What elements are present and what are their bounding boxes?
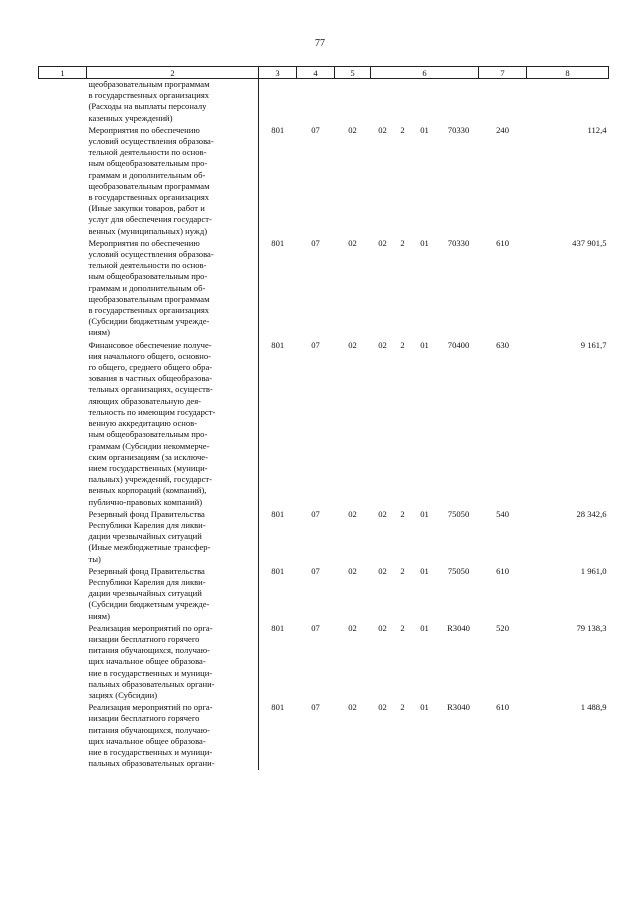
cell-subsection: 02: [348, 124, 357, 135]
cell-target-direction: 75050: [447, 508, 470, 519]
cell-subsection: 02: [348, 622, 357, 633]
cell-target-program: 02: [378, 565, 387, 576]
cell-expense-type: 520: [496, 622, 509, 633]
cell-target-activity: 01: [420, 237, 429, 248]
cell-expense-type: 240: [496, 124, 509, 135]
header-col-7: 7: [479, 67, 527, 79]
table-row: [39, 702, 609, 770]
table-row: [39, 125, 609, 238]
cell-target-program: 02: [378, 702, 387, 713]
cell-col-1: [39, 125, 87, 238]
cell-col-1: [39, 566, 87, 623]
cell-col-1: [39, 509, 87, 566]
cell-section: 07: [311, 622, 320, 633]
cell-subsection: 02: [348, 565, 357, 576]
budget-table: [38, 66, 609, 770]
cell-section: 07: [311, 565, 320, 576]
cell-target-subprogram: 2: [400, 508, 405, 519]
table-row: [39, 623, 609, 702]
cell-target-direction: 70330: [447, 124, 470, 135]
cell-expense-type: 610: [496, 702, 509, 713]
cell-name: Мероприятия по обеспечению условий осуществления образова- тельной деятельности по основ- ным общеобразовательным про- граммам и дополнительным об- щеобразовательным программам в государственных организациях (Иные закупки товаров, работ и услуг для обеспечения государст- венных (муниципальных) нужд): [87, 125, 259, 238]
cell-amount: 9 161,7: [580, 339, 607, 350]
cell-col-1: [39, 79, 87, 125]
table-body: [39, 79, 609, 771]
header-col-4: 4: [297, 67, 335, 79]
cell-amount: 79 138,3: [576, 622, 607, 633]
header-col-8: 8: [527, 67, 609, 79]
header-row: [39, 67, 609, 79]
cell-target-subprogram: 2: [400, 622, 405, 633]
cell-target-activity: 01: [420, 339, 429, 350]
cell-amount: 112,4: [587, 124, 607, 135]
cell-name: Реализация мероприятий по орга- низации бесплатного горячего питания обучающихся, получаю- щих начальное общее образова- ние в государственных и муници- пальных образовательных органи-: [87, 702, 259, 770]
cell-admin-code: 801: [271, 565, 285, 576]
cell-target-program: 02: [378, 622, 387, 633]
cell-section: 07: [311, 237, 320, 248]
cell-subsection: 02: [348, 237, 357, 248]
cell-name: щеобразовательным программам в государственных организациях (Расходы на выплаты персоналу казенных учреждений): [87, 79, 259, 125]
cell-name: Резервный фонд Правительства Республики Карелия для ликви- дации чрезвычайных ситуаций (Иные межбюджетные трансфер- ты): [87, 509, 259, 566]
cell-target-direction: 70400: [447, 339, 470, 350]
cell-subsection: [335, 79, 371, 125]
cell-section: 07: [311, 508, 320, 519]
header-col-6: 6: [371, 67, 479, 79]
header-col-1: 1: [39, 67, 87, 79]
cell-target-activity: [411, 79, 439, 125]
header-col-5: 5: [335, 67, 371, 79]
cell-section: 07: [311, 702, 320, 713]
table-row: [39, 238, 609, 340]
cell-expense-type: 630: [496, 339, 509, 350]
cell-admin-code: 801: [271, 702, 285, 713]
cell-subsection: 02: [348, 702, 357, 713]
cell-target-direction: 70330: [447, 237, 470, 248]
cell-target-direction: 75050: [447, 565, 470, 576]
cell-target-subprogram: 2: [400, 237, 405, 248]
cell-col-1: [39, 340, 87, 509]
cell-amount: 28 342,6: [576, 508, 607, 519]
cell-target-subprogram: [395, 79, 411, 125]
cell-amount: 1 488,9: [580, 702, 607, 713]
cell-target-program: [371, 79, 395, 125]
cell-col-1: [39, 623, 87, 702]
cell-target-direction: [439, 79, 479, 125]
cell-expense-type: 610: [496, 565, 509, 576]
cell-expense-type: [479, 79, 527, 125]
cell-name: Мероприятия по обеспечению условий осуществления образова- тельной деятельности по основ- ным общеобразовательным про- граммам и дополнительным об- щеобразовательным программам в государственных организациях (Субсидии бюджетным учрежде- ниям): [87, 238, 259, 340]
cell-target-subprogram: 2: [400, 339, 405, 350]
cell-name: Финансовое обеспечение получе- ния начального общего, основно- го общего, среднего общего обра- зования в частных общеобразова- тельных организациях, осуществ- ляющих образовательную дея- тельность по имеющим государст- венную аккредитацию основ- ным общеобразовательным про- граммам (Субсидии некоммерче- ским организациям (за исключе- нием государственных (муници- пальных) учреждений, государст- венных корпораций (компаний), публично-правовых компаний): [87, 340, 259, 509]
cell-target-subprogram: 2: [400, 565, 405, 576]
cell-target-program: 02: [378, 237, 387, 248]
table-row: [39, 79, 609, 125]
cell-section: 07: [311, 124, 320, 135]
cell-expense-type: 540: [496, 508, 509, 519]
cell-target-activity: 01: [420, 508, 429, 519]
cell-target-direction: R3040: [447, 622, 470, 633]
table-row: [39, 340, 609, 509]
cell-admin-code: 801: [271, 124, 285, 135]
cell-amount: 437 901,5: [572, 237, 607, 248]
cell-target-activity: 01: [420, 124, 429, 135]
cell-expense-type: 610: [496, 237, 509, 248]
cell-admin-code: 801: [271, 339, 285, 350]
header-col-2: 2: [87, 67, 259, 79]
header-col-3: 3: [259, 67, 297, 79]
cell-name: Резервный фонд Правительства Республики Карелия для ликви- дации чрезвычайных ситуаций (Субсидии бюджетным учрежде- ниям): [87, 566, 259, 623]
cell-target-program: 02: [378, 124, 387, 135]
cell-admin-code: 801: [271, 508, 285, 519]
cell-target-activity: 01: [420, 702, 429, 713]
cell-subsection: 02: [348, 339, 357, 350]
cell-target-direction: R3040: [447, 702, 470, 713]
cell-amount: [527, 79, 609, 125]
cell-col-1: [39, 238, 87, 340]
cell-admin-code: [259, 79, 297, 125]
cell-col-1: [39, 702, 87, 770]
cell-target-subprogram: 2: [400, 702, 405, 713]
cell-amount: 1 961,0: [580, 565, 607, 576]
cell-admin-code: 801: [271, 622, 285, 633]
cell-section: 07: [311, 339, 320, 350]
table-row: [39, 509, 609, 566]
cell-target-activity: 01: [420, 622, 429, 633]
cell-target-program: 02: [378, 508, 387, 519]
cell-target-activity: 01: [420, 565, 429, 576]
cell-target-subprogram: 2: [400, 124, 405, 135]
page-number: 77: [315, 38, 325, 49]
cell-subsection: 02: [348, 508, 357, 519]
cell-section: [297, 79, 335, 125]
cell-admin-code: 801: [271, 237, 285, 248]
cell-name: Реализация мероприятий по орга- низации бесплатного горячего питания обучающихся, получаю- щих начальное общее образова- ние в государственных и муници- пальных образовательных органи- зациях (Субсидии): [87, 623, 259, 702]
table-row: [39, 566, 609, 623]
cell-target-program: 02: [378, 339, 387, 350]
